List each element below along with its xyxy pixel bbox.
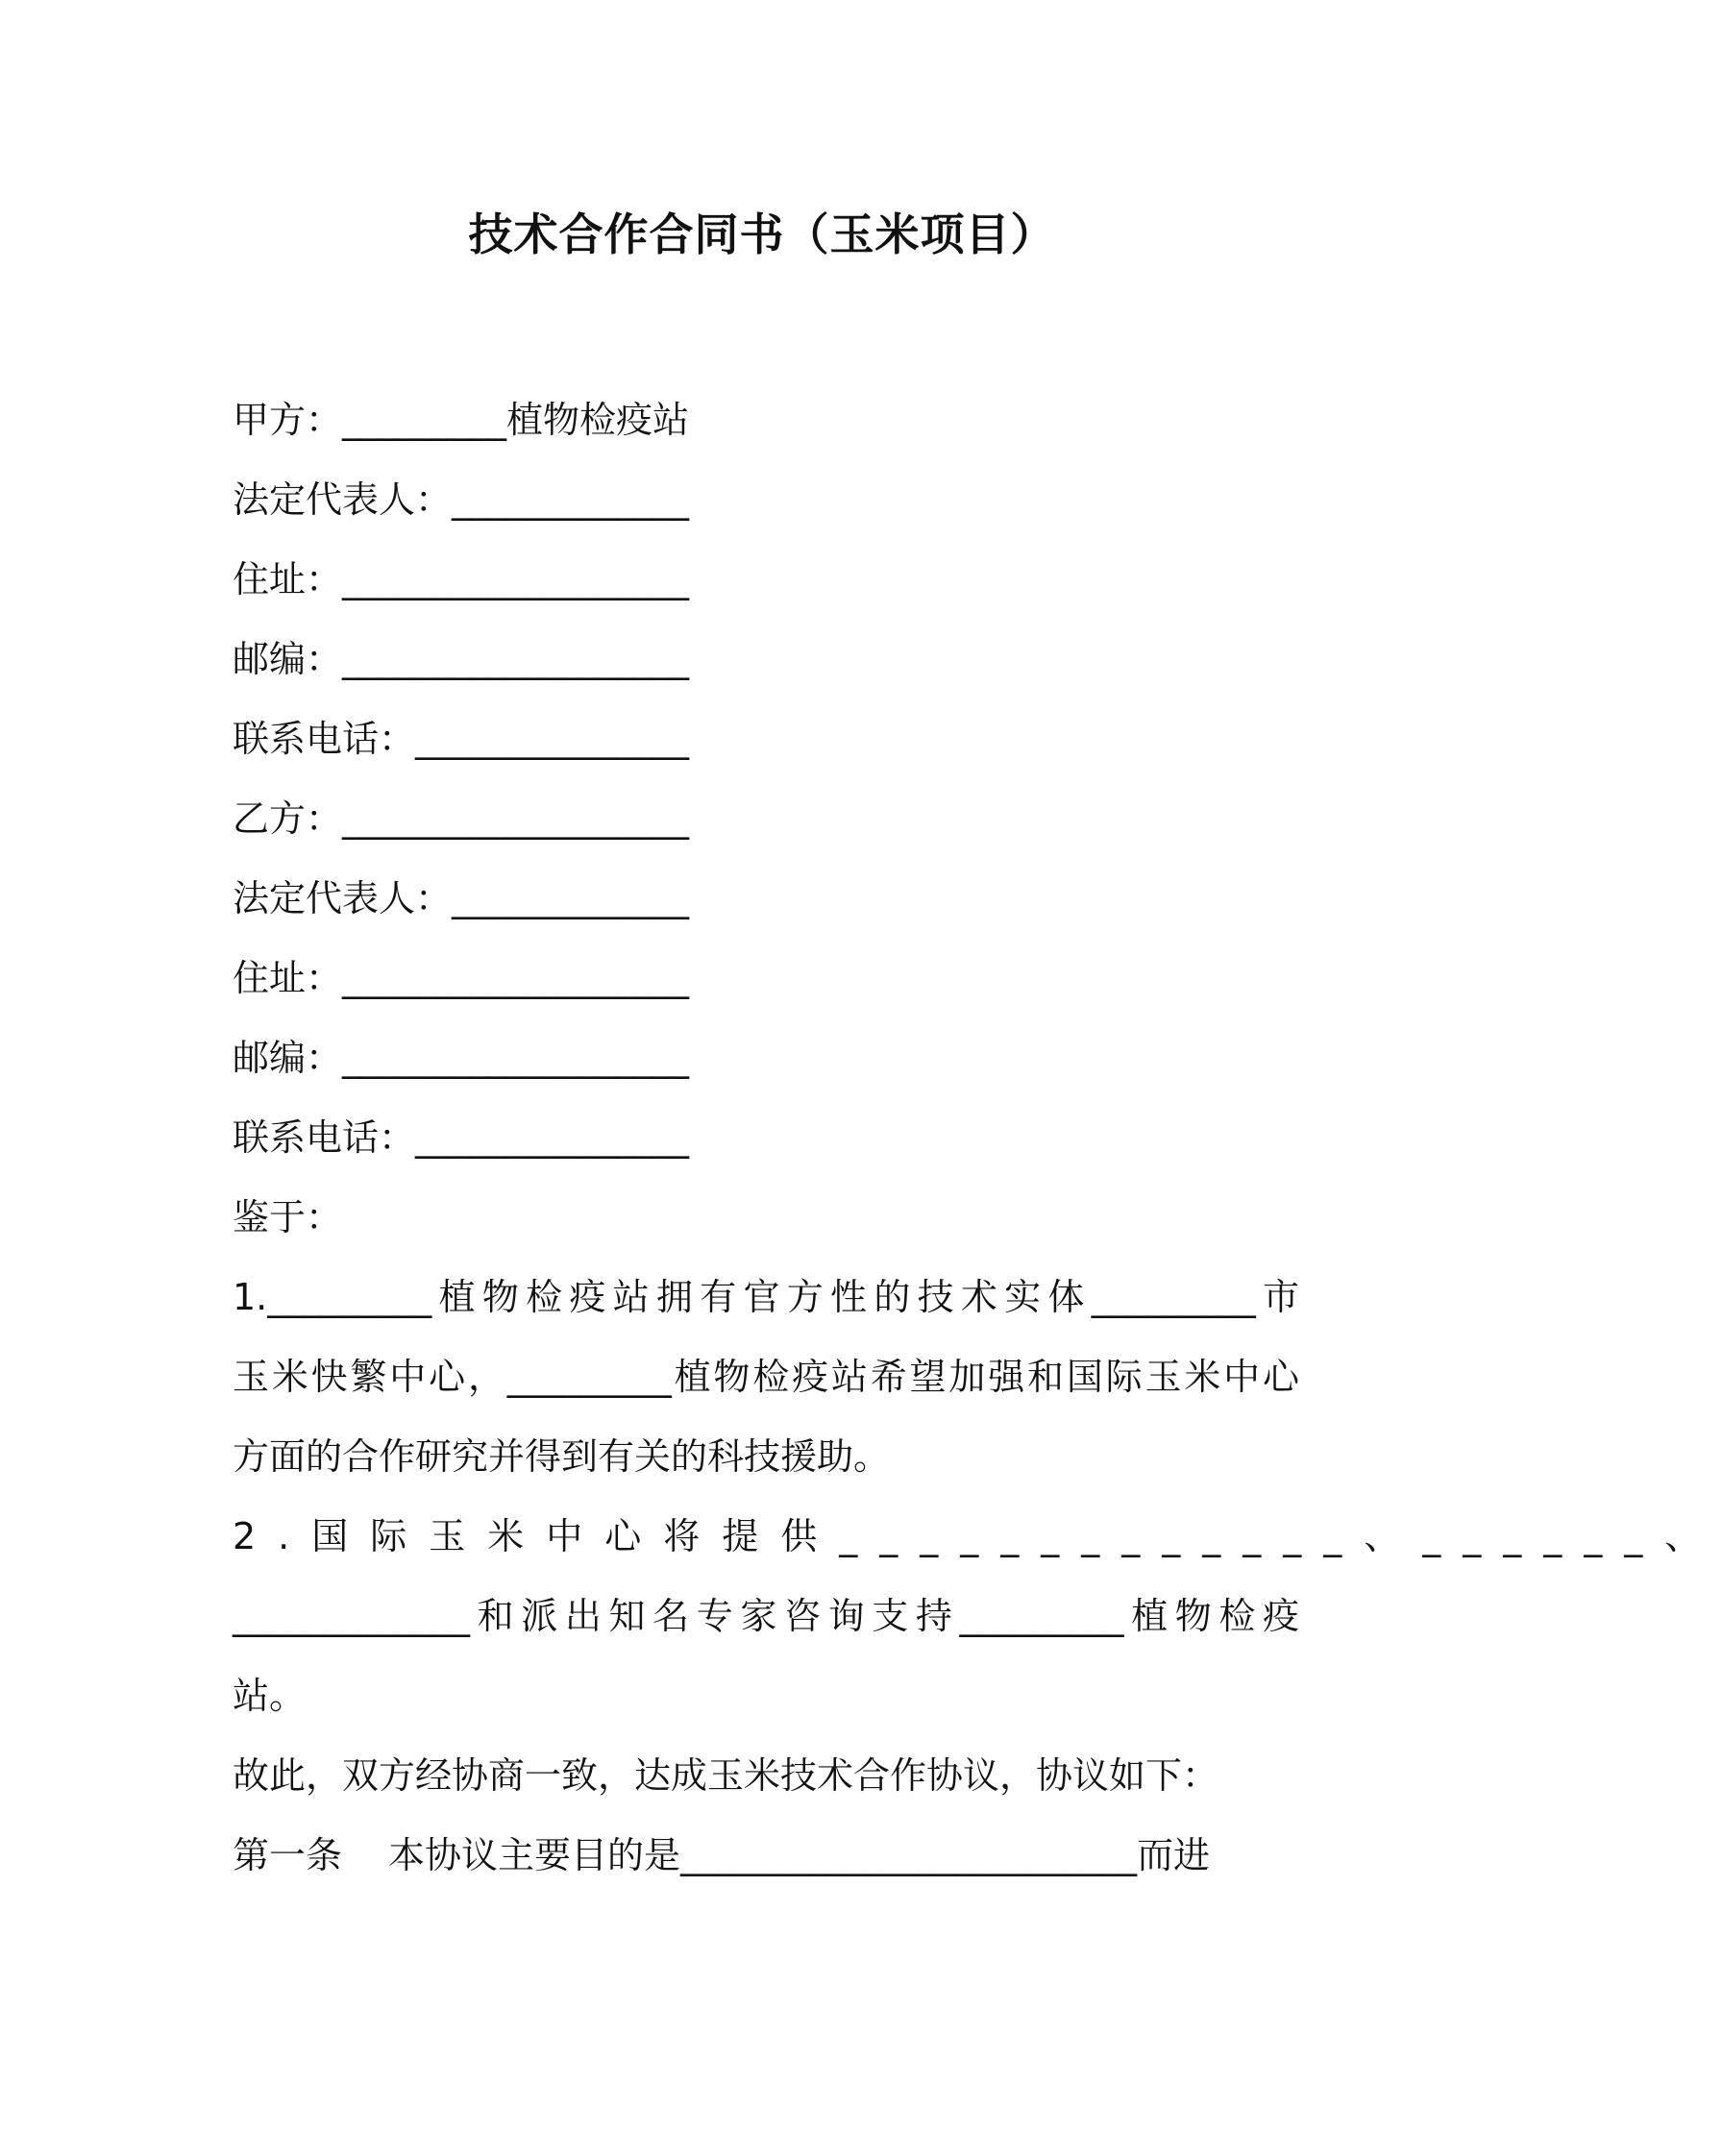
party-a-phone: 联系电话：_______________ [233, 718, 690, 760]
whereas-item1-line2: 玉米快繁中心，_________植物检疫站希望加强和国际玉米中心 [233, 1356, 1299, 1398]
whereas-item2-line2: _____________和派出知名专家咨询支持_________植物检疫 [233, 1595, 1299, 1637]
party-a-legal-rep: 法定代表人：_____________ [233, 478, 690, 521]
whereas-item1-line3: 方面的合作研究并得到有关的科技援助。 [233, 1435, 891, 1478]
party-b-address: 住址：___________________ [233, 957, 690, 999]
party-b-legal-rep: 法定代表人：_____________ [233, 877, 690, 919]
agreement-statement: 故此，双方经协商一致，达成玉米技术合作协议，协议如下： [233, 1754, 1219, 1797]
whereas-item2-line1: 2.国际玉米中心将提供_____________、______、 [233, 1515, 1723, 1557]
party-b-postcode: 邮编：___________________ [233, 1037, 690, 1079]
whereas-item2-line3: 站。 [233, 1675, 307, 1717]
whereas-heading: 鉴于： [233, 1196, 343, 1238]
party-b-phone: 联系电话：_______________ [233, 1116, 690, 1159]
party-a-name: 甲方：_________植物检疫站 [233, 399, 690, 441]
party-a-postcode: 邮编：___________________ [233, 638, 690, 680]
whereas-item1-line1: 1._________植物检疫站拥有官方性的技术实体_________市 [233, 1276, 1299, 1318]
party-b-name: 乙方：___________________ [233, 797, 690, 840]
party-a-address: 住址：___________________ [233, 558, 690, 600]
article-1-label: 第一条 [233, 1834, 343, 1876]
article-1 [233, 1831, 1210, 1879]
document-title: 技术合作合同书（玉米项目） [468, 208, 1056, 260]
article-1-text: 本协议主要目的是_________________________而进 [388, 1834, 1211, 1876]
